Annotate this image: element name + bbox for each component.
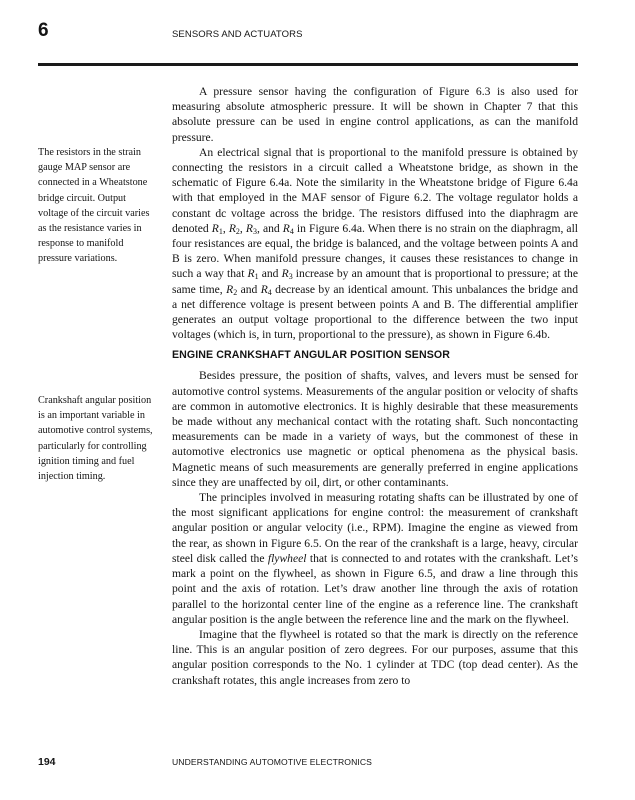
running-header: SENSORS AND ACTUATORS [172,29,303,40]
paragraph-zero-degrees: Imagine that the flywheel is rotated so that the mark is directly on the reference line. This is an angular position of zero degrees. For our purposes, assume that this angular position corresponds to the No. 1 cylinder at TDC (top dead center). As the crankshaft rotates, this angle increases from zero to [172,627,578,687]
paragraph-wheatstone-bridge: An electrical signal that is proportional to the manifold pressure is obtained by connecting the resistors in a circuit called a Wheatstone bridge, as shown in the schematic of Figure 6.4a. Note the similarity in the Wheatstone bridge of Figure 6.4a with that employed in the MAF sensor of Figure 6.2. The voltage regulator holds a constant dc voltage across the bridge. The resistors diffused into the diaphragm are denoted $R_1$, $R_2$, $R_3$, and $R_4$ in Figure 6.4a. When there is no strain on the diaphragm, all four resistances are equal, the bridge is balanced, and the voltage between points A and B is zero. When manifold pressure changes, it causes these resistances to change in such a way that $R_1$ and $R_3$ increase by an amount that is proportional to pressure; at the same time, $R_2$ and $R_4$ decrease by an identical amount. This unbalances the bridge and a net difference voltage is present between points A and B. The differential amplifier generates an output voltage proportional to the difference between the two input voltages (which is, in turn, proportional to the pressure), as shown in Figure 6.4b. [172,145,579,342]
page-number: 194 [38,756,56,768]
main-text-column [172,84,578,688]
margin-note-wheatstone: The resistors in the strain gauge MAP sensor are connected in a Wheatstone bridge circuit. Output voltage of the circuit varies as the resistance varies in response to manifold pressure variations. [38,147,150,265]
section-heading: ENGINE CRANKSHAFT ANGULAR POSITION SENSOR [172,349,450,362]
chapter-number: 6 [38,20,49,41]
paragraph-flywheel: The principles involved in measuring rotating shafts can be illustrated by one of the most significant applications for engine control: the measurement of crankshaft angular position or angular velocity (i.e., RPM). Imagine the engine as viewed from the rear, as shown in Figure 6.5. On the rear of the crankshaft is a large, heavy, circular steel disk called the flywheel that is connected to and rotates with the crankshaft. Let’s mark a point on the flywheel, as shown in Figure 6.5, and draw a line through this point and the axis of rotation. Let’s draw another line through the axis of rotation parallel to the horizontal center line of the engine as a reference line. The crankshaft angular position is the angle between the reference line and the mark on the flywheel. [172,491,578,626]
paragraph-shaft-position: Besides pressure, the position of shafts, valves, and levers must be sensed for automotive control systems. Measurements of the angular position or velocity of shafts are common in automotive electronics. It is highly desirable that these measurements be made without any mechanical contact with the rotating shaft. Such noncontacting measurements can be made in a variety of ways, but the commonest of these in automotive electronics use magnetic or optical phenomena as the physical basis. Magnetic means of such measurements are generally preferred in engine applications since they are unaffected by oil, dirt, or other contaminants. [172,369,578,489]
running-footer: UNDERSTANDING AUTOMOTIVE ELECTRONICS [172,757,373,767]
paragraph-atmospheric-pressure: A pressure sensor having the configuration of Figure 6.3 is also used for measuring absolute atmospheric pressure. It will be shown in Chapter 7 that this absolute pressure can be used in engine control applications, as can the manifold pressure. [172,85,578,144]
margin-note-crankshaft: Crankshaft angular position is an important variable in automotive control systems, particularly for controlling ignition timing and fuel injection timing. [38,395,153,483]
header-rule [38,63,578,66]
